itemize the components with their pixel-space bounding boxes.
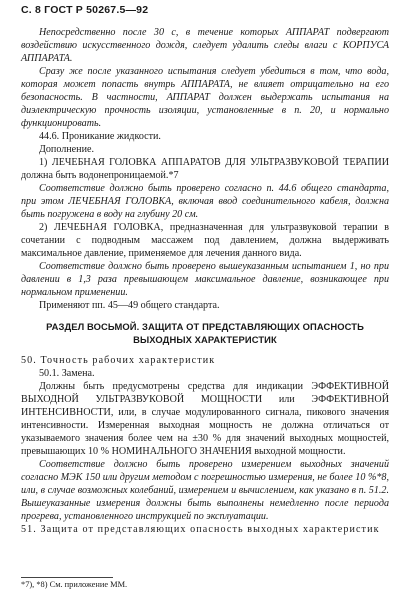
- footnote-rule: [21, 577, 113, 578]
- paragraph-requirement-1: 1) ЛЕЧЕБНАЯ ГОЛОВКА АППАРАТОВ ДЛЯ УЛЬТРАЗВУКОВОЙ ТЕРАПИИ должна быть водонепроницаемой.*7: [21, 157, 389, 181]
- paragraph-51: 51. Защита от представляющих опасность выходных характеристик: [21, 524, 380, 535]
- footnote: *7), *8) См. приложение ММ.: [21, 580, 128, 589]
- paragraph-compliance-2: Соответствие должно быть проверено вышеуказанным испытанием 1, но при давлении в 1,3 раза превышающем максимальное давление, возникающее при нормальном применении.: [21, 261, 389, 298]
- paragraph-requirement-2: 2) ЛЕЧЕБНАЯ ГОЛОВКА, предназначенная для ультразвуковой терапии в сочетании с подводным массажем под давлением, должна выдерживать максимальное давление, применяемое для лечения данного вида.: [21, 222, 389, 259]
- section-heading-line-1: РАЗДЕЛ ВОСЬМОЙ. ЗАЩИТА ОТ ПРЕДСТАВЛЯЮЩИХ ОПАСНОСТЬ: [46, 321, 364, 332]
- paragraph-44-6: 44.6. Проникание жидкости.: [39, 131, 161, 142]
- page-header: С. 8 ГОСТ Р 50267.5—92: [21, 4, 149, 16]
- paragraph-compliance-3: Соответствие должно быть проверено измерением выходных значений согласно МЭК 150 или другим методом с погрешностью измерения, не более 10 %*8, или, в случае возможных колебаний, измерением и вычислением, как указано в п. 51.2. Вышеуказанные измерения должны быть выполнены немедленно после периода прогрева, установленного инструкцией по эксплуатации.: [21, 459, 389, 522]
- paragraph-50: 50. Точность рабочих характеристик: [21, 355, 216, 366]
- body-text: [21, 26, 389, 536]
- section-heading-line-2: ВЫХОДНЫХ ХАРАКТЕРИСТИК: [133, 333, 277, 345]
- section-heading: [21, 321, 389, 346]
- paragraph-output-indication: Должны быть предусмотрены средства для индикации ЭФФЕКТИВНОЙ ВЫХОДНОЙ УЛЬТРАЗВУКОВОЙ МОЩНОСТИ или ЭФФЕКТИВНОЙ ИНТЕНСИВНОСТИ, или, в случае модулированного сигнала, пикового значения интенсивности. Измеренная выходная мощность не должна отличаться от указываемого значения более чем на ±30 % для значений выходных мощностей, превышающих 10 % НОМИНАЛЬНОГО ЗНАЧЕНИЯ выходной мощности.: [21, 381, 389, 457]
- paragraph-50-1: 50.1. Замена.: [39, 368, 95, 379]
- paragraph-rain-test-check: Сразу же после указанного испытания следует убедиться в том, что вода, которая может попасть внутрь АППАРАТА, не влияет отрицательно на его безопасность. В частности, АППАРАТ должен выдержать испытания на диэлектрическую прочность изоляции, установленные в п. 20, и нормально функционировать.: [21, 66, 389, 129]
- paragraph-rain-test: Непосредственно после 30 с, в течение которых АППАРАТ подвергают воздействию искусственного дождя, следует удалить следы влаги с КОРПУСА АППАРАТА.: [21, 27, 389, 64]
- paragraph-applies: Применяют пп. 45—49 общего стандарта.: [39, 300, 220, 311]
- paragraph-compliance-1: Соответствие должно быть проверено согласно п. 44.6 общего стандарта, при этом ЛЕЧЕБНАЯ ГОЛОВКА, включая ввод соединительного кабеля, должна быть погружена в воду на глубину 20 см.: [21, 183, 389, 220]
- paragraph-addition: Дополнение.: [39, 144, 94, 155]
